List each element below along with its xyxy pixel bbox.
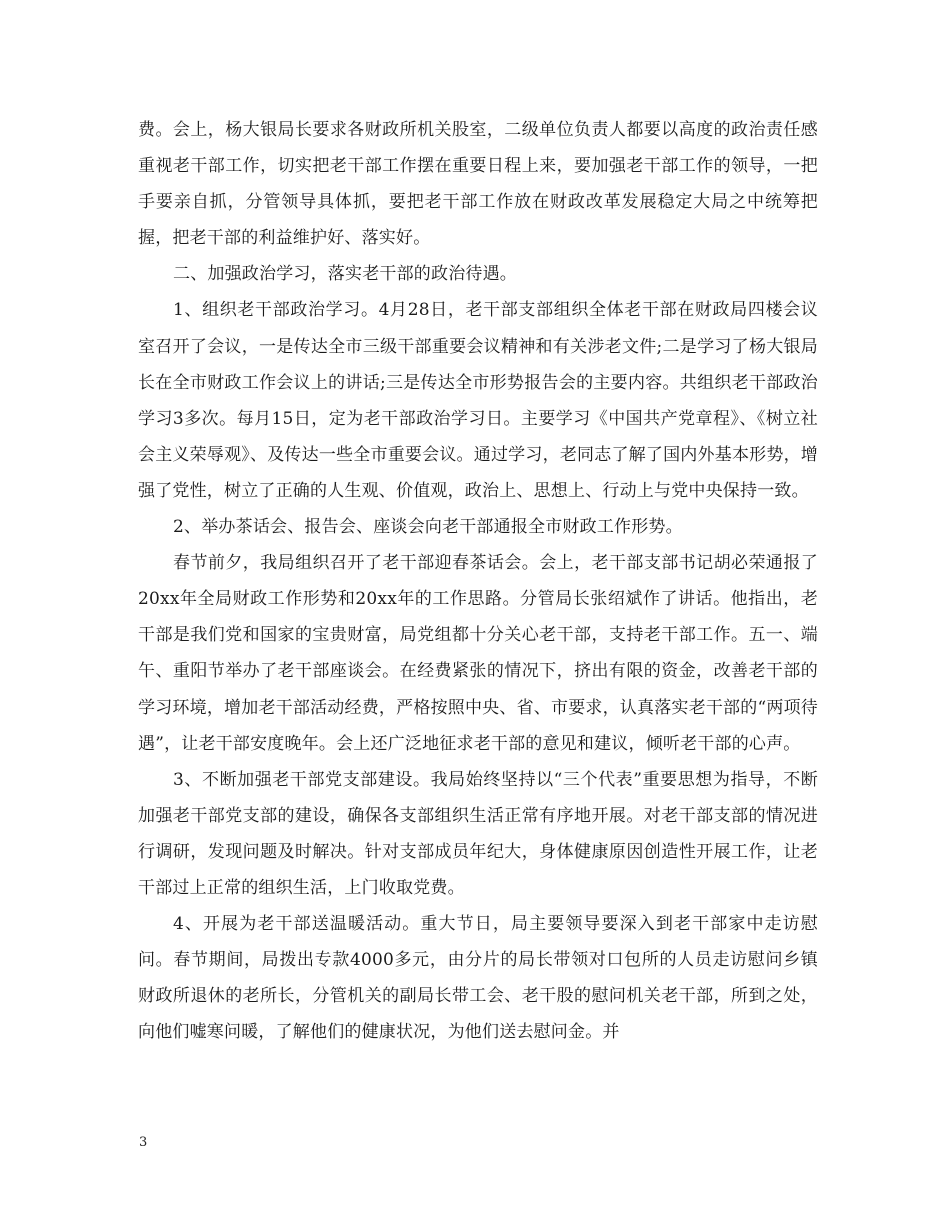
- paragraph-7: 4、开展为老干部送温暖活动。重大节日，局主要领导要深入到老干部家中走访慰问。春节期间，局拨出专款4000多元，由分片的局长带领对口包所的人员走访慰问乡镇财政所退休的老所长，分管机关的副局长带工会、老干股的慰问机关老干部，所到之处，向他们嘘寒问暖，了解他们的健康状况，为他们送去慰问金。并: [138, 914, 818, 1043]
- paragraph-4: 2、举办茶话会、报告会、座谈会向老干部通报全市财政工作形势。: [173, 517, 683, 538]
- paragraph-5: 春节前夕，我局组织召开了老干部迎春茶话会。会上，老干部支部书记胡必荣通报了20xx年全局财政工作形势和20xx年的工作思路。分管局长张绍斌作了讲话。他指出，老干部是我们党和国家的宝贵财富，局党组都十分关心老干部，支持老干部工作。五一、端午、重阳节举办了老干部座谈会。在经费紧张的情况下，挤出有限的资金，改善老干部的学习环境，增加老干部活动经费，严格按照中央、省、市要求，认真落实老干部的“两项待遇”，让老干部安度晚年。会上还广泛地征求老干部的意见和建议，倾听老干部的心声。: [138, 553, 818, 754]
- paragraph-2-heading: 二、加强政治学习，落实老干部的政治待遇。: [173, 264, 517, 285]
- paragraph-3: 1、组织老干部政治学习。4月28日，老干部支部组织全体老干部在财政局四楼会议室召开了会议，一是传达全市三级干部重要会议精神和有关涉老文件;二是学习了杨大银局长在全市财政工作会议上的讲话;三是传达全市形势报告会的主要内容。共组织老干部政治学习3多次。每月15日，定为老干部政治学习日。主要学习《中国共产党章程》、《树立社会主义荣辱观》、及传达一些全市重要会议。通过学习，老同志了解了国内外基本形势，增强了党性，树立了正确的人生观、价值观，政治上、思想上、行动上与党中央保持一致。: [138, 300, 818, 501]
- paragraph-1: 费。会上，杨大银局长要求各财政所机关股室，二级单位负责人都要以高度的政治责任感重视老干部工作，切实把老干部工作摆在重要日程上来，要加强老干部工作的领导，一把手要亲自抓，分管领导具体抓，要把老干部工作放在财政改革发展稳定大局之中统筹把握，把老干部的利益维护好、落实好。: [138, 120, 818, 249]
- document-body: [138, 112, 818, 1050]
- paragraph-6: 3、不断加强老干部党支部建设。我局始终坚持以“三个代表”重要思想为指导，不断加强老干部党支部的建设，确保各支部组织生活正常有序地开展。对老干部支部的情况进行调研，发现问题及时解决。针对支部成员年纪大，身体健康原因创造性开展工作，让老干部过上正常的组织生活，上门收取党费。: [138, 769, 818, 898]
- page-number: 3: [139, 1135, 148, 1150]
